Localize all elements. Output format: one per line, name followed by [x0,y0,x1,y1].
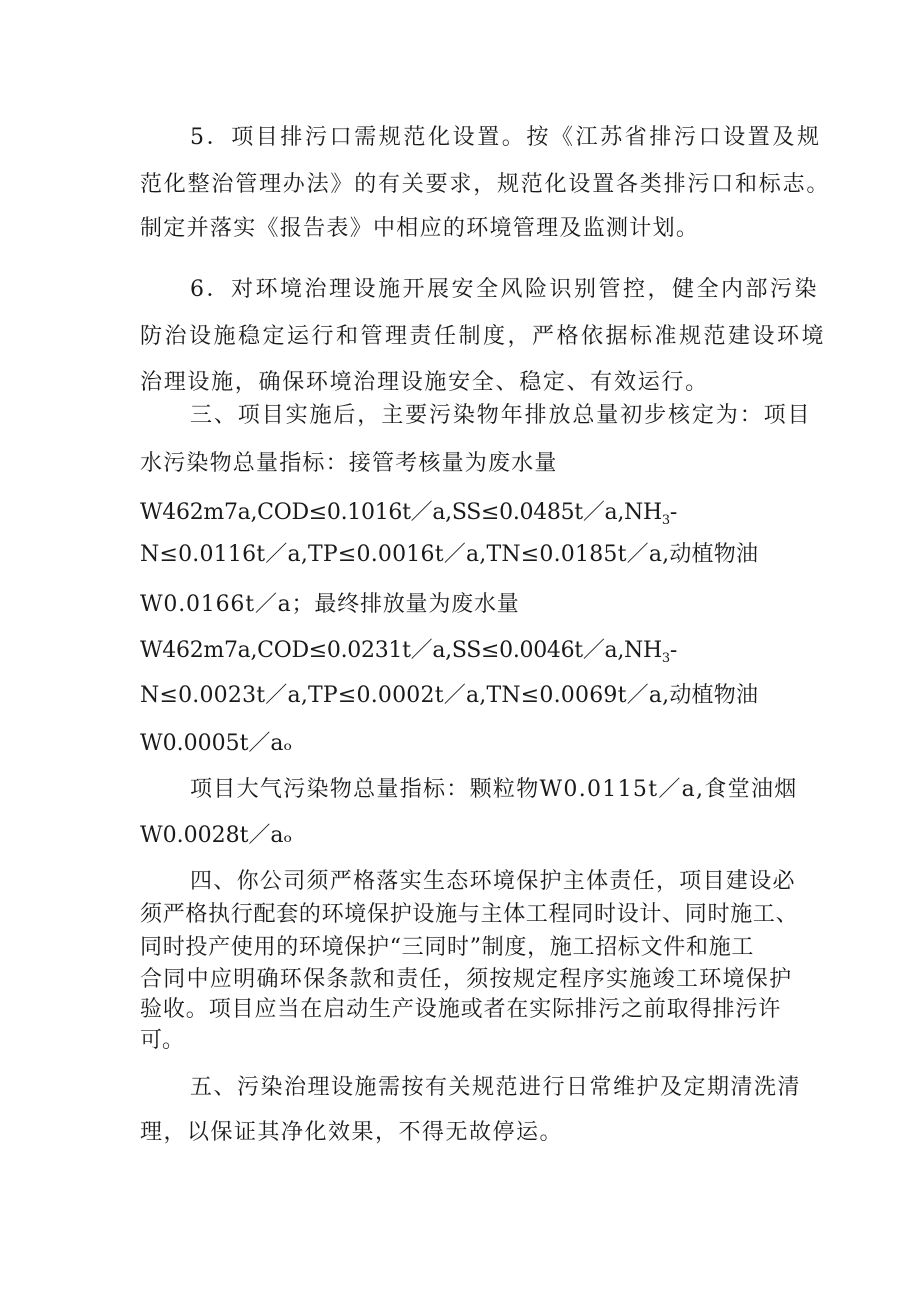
section-4-line-3: 同时投产使用的环境保护“三同时”制度，施工招标文件和施工 [140,935,755,960]
section-3-line-3-text: W462m7a,COD≤0.1016t／a,SS≤0.0485t／a,NH [140,500,662,525]
paragraph-item-5-line-3: 制定并落实《报告表》中相应的环境管理及监测计划。 [140,216,700,241]
section-4-line-4: 合同中应明确环保条款和责任，须按规定程序实施竣工环境保护 [140,967,793,992]
section-3-line-6-text: W462m7a,COD≤0.0231t／a,SS≤0.0046t／a,NH [140,638,662,663]
section-4-line-1: 四、你公司须严格落实生态环境保护主体责任，项目建设必 [190,869,796,894]
air-pollutant-line-2: W0.0028t／aₒ [140,823,293,848]
paragraph-item-6-line-2: 防治设施稳定运行和管理责任制度，严格依据标准规范建设环境 [140,324,827,349]
section-4-line-6: 可。 [140,1028,185,1053]
section-3-line-1: 三、项目实施后，主要污染物年排放总量初步核定为：项目 [190,403,812,428]
paragraph-item-5-line-2: 范化整治管理办法》的有关要求，规范化设置各类排污口和标志。 [140,172,831,197]
section-3-line-3-dash: - [669,500,678,525]
section-3-line-7: N≤0.0023t／a,TP≤0.0002t／a,TN≤0.0069t／a,动植物油 [140,683,759,708]
air-pollutant-line-1: 项目大气污染物总量指标：颗粒物W0.0115t／a,食堂油烟 [190,777,798,802]
section-3-line-2: 水污染物总量指标：接管考核量为废水量 [140,451,558,476]
paragraph-item-6-line-1: 6．对环境治理设施开展安全风险识别管控，健全内部污染 [190,277,819,302]
section-3-line-4: N≤0.0116t／a,TP≤0.0016t／a,TN≤0.0185t／a,动植物油 [140,542,759,567]
section-5-line-2: 理，以保证其净化效果，不得无故停运。 [140,1120,564,1145]
section-3-line-3 [140,498,677,528]
nh3-subscript: 3 [661,651,670,666]
section-4-line-2: 须严格执行配套的环境保护设施与主体工程同时设计、同时施工、 [140,902,799,927]
section-3-line-6 [140,636,677,666]
paragraph-item-6-line-3: 治理设施，确保环境治理设施安全、稳定、有效运行。 [140,370,709,395]
section-3-line-5: W0.0166t／a；最终排放量为废水量 [140,592,520,617]
nh3-subscript: 3 [661,513,670,528]
section-3-line-8: W0.0005t／aₒ [140,731,293,756]
section-5-line-1: 五、污染治理设施需按有关规范进行日常维护及定期清洗清 [190,1075,802,1100]
section-3-line-6-dash: - [669,638,678,663]
paragraph-item-5-line-1: 5．项目排污口需规范化设置。按《江苏省排污口设置及规 [190,125,822,150]
section-4-line-5: 验收。项目应当在启动生产设施或者在实际排污之前取得排污许 [140,997,782,1022]
